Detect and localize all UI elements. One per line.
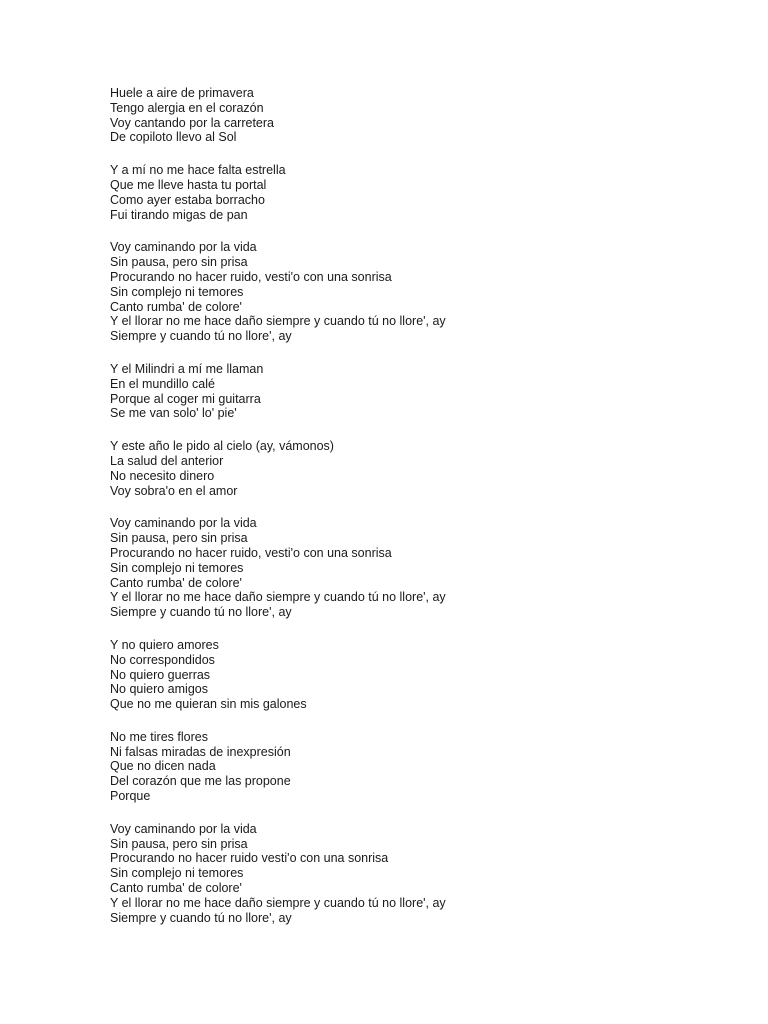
lyric-line: Canto rumba' de colore' xyxy=(110,881,242,896)
lyric-line: No quiero amigos xyxy=(110,682,208,697)
stanza xyxy=(110,439,730,498)
stanza xyxy=(110,638,730,712)
lyric-line: Sin complejo ni temores xyxy=(110,284,244,299)
stanza xyxy=(110,730,730,804)
lyric-line: Que me lleve hasta tu portal xyxy=(110,177,267,192)
lyric-line: Y el llorar no me hace daño siempre y cuando tú no llore', ay xyxy=(110,590,446,605)
lyric-line: En el mundillo calé xyxy=(110,376,215,391)
lyric-line: Voy cantando por la carretera xyxy=(110,115,274,130)
stanza xyxy=(110,822,730,926)
stanza xyxy=(110,240,730,344)
lyric-line: Procurando no hacer ruido vesti'o con una sonrisa xyxy=(110,851,389,866)
lyric-line: Se me van solo' lo' pie' xyxy=(110,406,237,421)
lyric-line: No necesito dinero xyxy=(110,468,215,483)
lyric-line: Y el llorar no me hace daño siempre y cuando tú no llore', ay xyxy=(110,314,446,329)
lyric-line: Sin pausa, pero sin prisa xyxy=(110,531,248,546)
lyric-line: Que no me quieran sin mis galones xyxy=(110,697,307,712)
lyric-line: Voy caminando por la vida xyxy=(110,240,257,255)
lyric-line: Y a mí no me hace falta estrella xyxy=(110,163,286,178)
lyric-line: La salud del anterior xyxy=(110,453,224,468)
lyric-line: De copiloto llevo al Sol xyxy=(110,130,237,145)
lyric-line: Sin pausa, pero sin prisa xyxy=(110,255,248,270)
lyric-line: Y no quiero amores xyxy=(110,637,219,652)
lyric-line: Del corazón que me las propone xyxy=(110,774,291,789)
lyric-line: No quiero guerras xyxy=(110,667,211,682)
lyric-line: Canto rumba' de colore' xyxy=(110,575,242,590)
lyric-line: Y este año le pido al cielo (ay, vámonos) xyxy=(110,439,334,454)
lyric-line: Procurando no hacer ruido, vesti'o con una sonrisa xyxy=(110,269,392,284)
lyric-line: Y el Milindri a mí me llaman xyxy=(110,361,264,376)
lyric-line: Huele a aire de primavera xyxy=(110,86,254,100)
lyric-line: Porque al coger mi guitarra xyxy=(110,391,261,406)
lyric-line: Procurando no hacer ruido, vesti'o con una sonrisa xyxy=(110,545,392,560)
stanza xyxy=(110,163,730,222)
lyric-line: Siempre y cuando tú no llore', ay xyxy=(110,910,292,925)
lyric-line: Siempre y cuando tú no llore', ay xyxy=(110,605,292,620)
lyric-line: Voy sobra'o en el amor xyxy=(110,483,238,498)
lyric-line: Sin complejo ni temores xyxy=(110,866,244,881)
lyric-line: Ni falsas miradas de inexpresión xyxy=(110,744,291,759)
stanza xyxy=(110,86,730,145)
lyric-line: Sin pausa, pero sin prisa xyxy=(110,836,248,851)
lyric-line: Voy caminando por la vida xyxy=(110,516,257,531)
lyric-line: No correspondidos xyxy=(110,652,215,667)
lyric-line: Tengo alergia en el corazón xyxy=(110,100,264,115)
lyric-line: No me tires flores xyxy=(110,729,208,744)
stanza xyxy=(110,362,730,421)
lyric-line: Y el llorar no me hace daño siempre y cuando tú no llore', ay xyxy=(110,895,446,910)
stanza xyxy=(110,516,730,620)
lyric-line: Que no dicen nada xyxy=(110,759,216,774)
lyric-line: Fui tirando migas de pan xyxy=(110,207,248,222)
lyric-line: Como ayer estaba borracho xyxy=(110,192,265,207)
lyric-line: Sin complejo ni temores xyxy=(110,560,244,575)
lyric-line: Siempre y cuando tú no llore', ay xyxy=(110,329,292,344)
lyric-line: Porque xyxy=(110,789,151,804)
lyric-line: Voy caminando por la vida xyxy=(110,821,257,836)
lyrics-document xyxy=(110,86,730,943)
lyric-line: Canto rumba' de colore' xyxy=(110,299,242,314)
